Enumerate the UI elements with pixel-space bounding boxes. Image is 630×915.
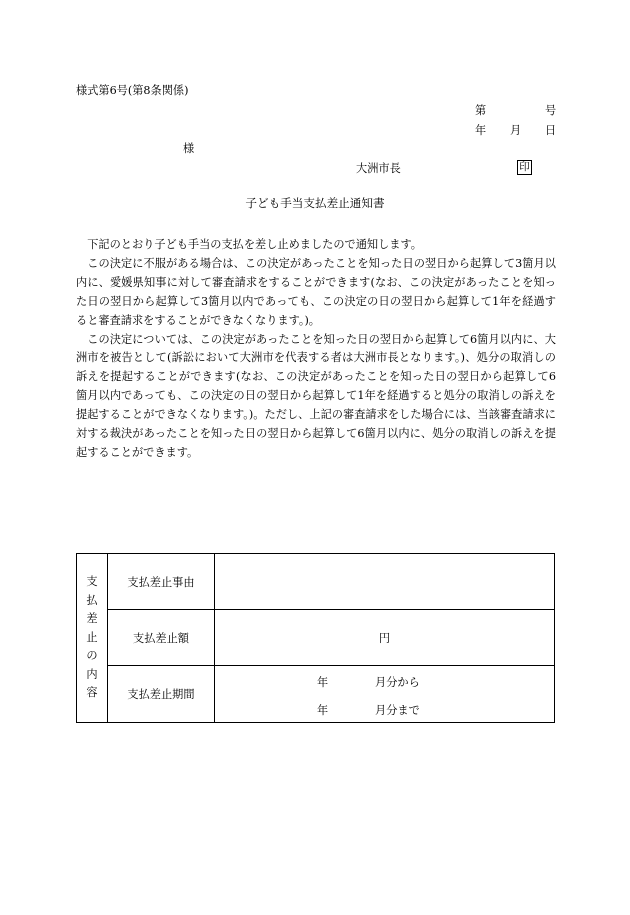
table-row-amount bbox=[77, 610, 555, 666]
seal-stamp: 印 bbox=[517, 160, 532, 175]
date-year-label: 年 bbox=[475, 124, 487, 137]
document-number-suffix: 号 bbox=[545, 104, 557, 117]
reason-label: 支払差止事由 bbox=[108, 554, 215, 610]
period-from-suffix: 月分から bbox=[375, 676, 420, 689]
vertical-char: 内 bbox=[86, 667, 98, 681]
table-row-period bbox=[77, 666, 555, 723]
table-row-reason bbox=[77, 554, 555, 610]
body-paragraph-appeal: この決定に不服がある場合は、この決定があったことを知った日の翌日から起算して3箇月以内に、愛媛県知事に対して審査請求をすることができます(なお、この決定があったことを知った日の翌日から起算して3箇月以内であっても、この決定の日の翌日から起算して1年を経過すると審査請求をすることができなくなります。)。 bbox=[76, 256, 556, 327]
vertical-char: の bbox=[86, 649, 98, 663]
period-from-year: 年 bbox=[317, 676, 329, 689]
suspension-details-table bbox=[76, 553, 555, 723]
vertical-char: 払 bbox=[86, 593, 98, 607]
period-from-line bbox=[215, 666, 554, 694]
period-to-year: 年 bbox=[317, 704, 329, 717]
vertical-char: 止 bbox=[86, 630, 98, 644]
date-day-label: 日 bbox=[545, 124, 557, 137]
amount-value-cell bbox=[215, 610, 555, 666]
reason-value-cell bbox=[215, 554, 555, 610]
period-label: 支払差止期間 bbox=[108, 666, 215, 723]
period-to-line bbox=[215, 694, 554, 722]
addressee-suffix: 様 bbox=[183, 142, 195, 155]
body-paragraph-lawsuit: この決定については、この決定があったことを知った日の翌日から起算して6箇月以内に、大洲市を被告として(訴訟において大洲市を代表する者は大洲市長となります。)、処分の取消しの訴えを提起することができます(なお、この決定があったことを知った日の翌日から起算して6箇月以内であっても、この決定の日の翌日から起算して1年を経過すると処分の取消しの訴えを提起することができなくなります。)。ただし、上記の審査請求をした場合には、当該審査請求に対する裁決があったことを知った日の翌日から起算して6箇月以内に、処分の取消しの訴えを提起することができます。 bbox=[76, 332, 556, 459]
suspension-content-vertical-label bbox=[77, 554, 108, 723]
amount-label: 支払差止額 bbox=[108, 610, 215, 666]
issuer-name: 大洲市長 bbox=[356, 162, 401, 175]
amount-unit: 円 bbox=[378, 631, 391, 645]
document-number-prefix: 第 bbox=[475, 104, 487, 117]
body-paragraph-intro: 下記のとおり子ども手当の支払を差し止めましたので通知します。 bbox=[87, 238, 422, 251]
form-number: 様式第6号(第8条関係) bbox=[76, 84, 189, 97]
vertical-char: 支 bbox=[86, 575, 98, 589]
period-value-cell bbox=[215, 666, 555, 723]
vertical-char: 容 bbox=[86, 686, 98, 700]
vertical-char: 差 bbox=[86, 612, 98, 626]
document-title: 子ども手当支払差止通知書 bbox=[245, 196, 385, 210]
date-month-label: 月 bbox=[510, 124, 522, 137]
period-to-suffix: 月分まで bbox=[375, 704, 420, 717]
notice-body bbox=[76, 236, 556, 463]
